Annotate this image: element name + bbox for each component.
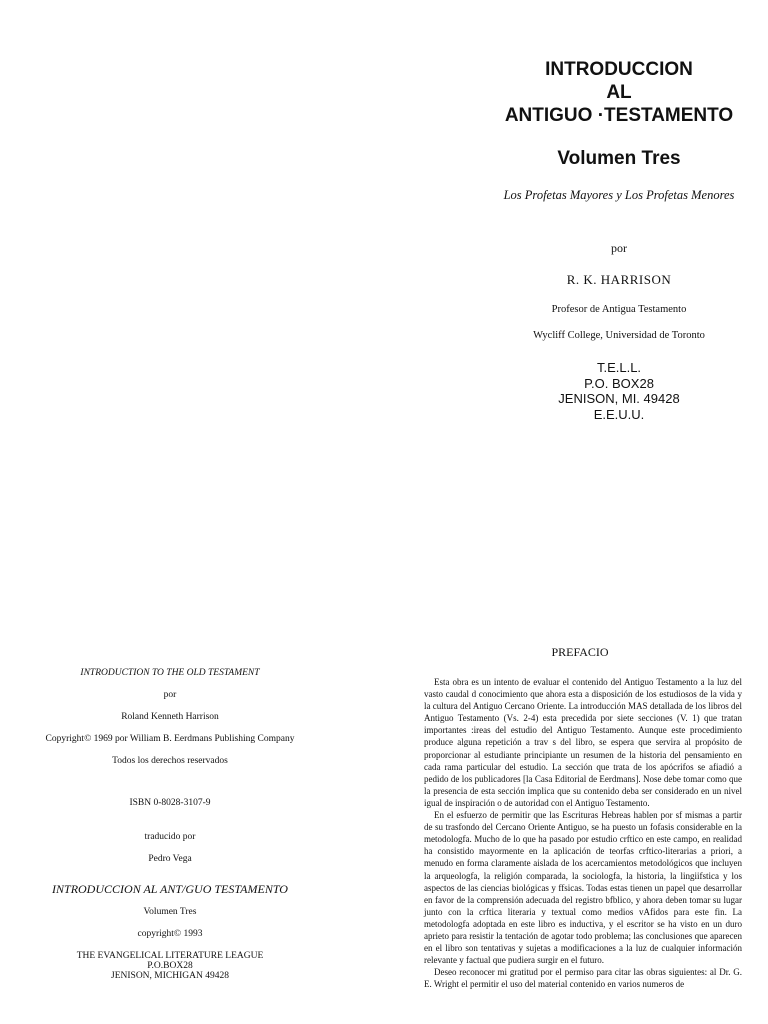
author-full-name: Roland Kenneth Harrison	[121, 712, 219, 722]
author-name: R. K. HARRISON	[566, 272, 672, 287]
preface-paragraph: Deseo reconocer mi gratitud por el permiso para citar las obras siguientes: al Dr. G. E. Wright el permitir el uso del material contenido en varios numeros de	[424, 967, 742, 990]
author-college: Wycliff College, Universidad de Toronto	[533, 330, 705, 341]
by-label: por	[163, 690, 177, 700]
title-line-2: AL	[606, 82, 632, 103]
publisher-po-box: P.O.BOX28	[147, 961, 193, 971]
publisher-address	[470, 360, 768, 422]
preface-paragraph: En el esfuerzo de permitir que las Escrituras Hebreas hablen por sf mismas a partir de su trasfondo del Cercano Oriente Antiguo, se ha puesto un fofasis considerable en la metodologfa. Mucho de lo que ha pasado por estudio crftico en este campo, en realidad ha consistido mayormente en la aplicación de teorfas crftico-literarias a priori, a menudo en forma claramente aislada de los acercamientos metodológicos que incluyen la arqueologfa, la religión comparada, la sociologfa, la historia, la lingiifstica y los aspectos de las ciencias biológicas y ffsicas. Todas estas tienen un papel que desarrollar en favor de la comprensión adecuada del registro bfblico, y ahora deben tomar su lugar junto con la crftica literaria y textual como medios vAfidos para este fin. La metodologfa adoptada en este libro es inductiva, y el escritor se ha visto en un duro aprieto para resistir la tentación de agotar todo problema; las conclusiones que aparecen en el libro son tentativas y sujetas a modificaciones a la luz de cualquier información relevante y factual que pudiera surgir en el futuro.	[424, 810, 742, 966]
address-line: E.E.U.U.	[593, 406, 645, 422]
address-line: JENISON, MI. 49428	[558, 391, 680, 406]
copyright-1993: copyright© 1993	[137, 929, 203, 939]
title-line-1: INTRODUCCION	[545, 59, 693, 80]
publisher-city: JENISON, MICHIGAN 49428	[111, 971, 229, 981]
title-line-3: ANTIGUO ·TESTAMENTO	[504, 105, 734, 126]
translated-by-label: traducido por	[144, 832, 196, 842]
translator-name: Pedro Vega	[148, 854, 192, 864]
copyright-page	[30, 668, 310, 981]
by-label: por	[611, 241, 627, 255]
preface-body	[424, 676, 742, 990]
isbn: ISBN 0-8028-3107-9	[129, 798, 211, 808]
spanish-title: INTRODUCCION AL ANT/GUO TESTAMENTO	[52, 882, 288, 896]
address-line: P.O. BOX28	[584, 375, 654, 391]
volume-title: Volumen Tres	[557, 148, 681, 169]
book-title	[470, 58, 768, 127]
rights-notice: Todos los derechos reservados	[112, 756, 228, 766]
preface-heading: PREFACIO	[551, 645, 609, 659]
publisher-name: THE EVANGELICAL LITERATURE LEAGUE	[76, 951, 264, 961]
preface-paragraph: Esta obra es un intento de evaluar el contenido del Antiguo Testamento a la luz del vasto caudal d conocimiento que ahora esta a disposición de los estudiosos de la vida y la cultura del Antiguo Cercano Oriente. La introducción MAS detallada de los libros del Antiguo Testamento (Vs. 2-4) esta precedida por siete secciones (V. 1) que tratan importantes :ireas del estudio del Antiguo Testamento. Aunque este procedimiento produce alguna repetición a trav s del libro, se espera que servira al propósito de proporcionar al estudiante principiante un resumen de la historia del pensamiento en cada rama particular del estudio. La sección que trata de los apócrifos se afiadió a pedido de los publicadores [la Casa Editorial de Eerdmans]. Nose debe tomar como que la presencia de esta sección implica que su contenido deba ser considerado en un nivel igual de inspiración o de autoridad con el Antiguo Testamento.	[424, 677, 742, 808]
subtitle: Los Profetas Mayores y Los Profetas Menores	[503, 188, 735, 202]
address-line: T.E.L.L.	[596, 360, 642, 375]
copyright-1969: Copyright© 1969 por William B. Eerdmans Publishing Company	[45, 734, 295, 744]
original-title: INTRODUCTION TO THE OLD TESTAMENT	[80, 668, 260, 678]
author-position: Profesor de Antigua Testamento	[551, 304, 687, 315]
volume-label: Volumen Tres	[143, 907, 197, 917]
